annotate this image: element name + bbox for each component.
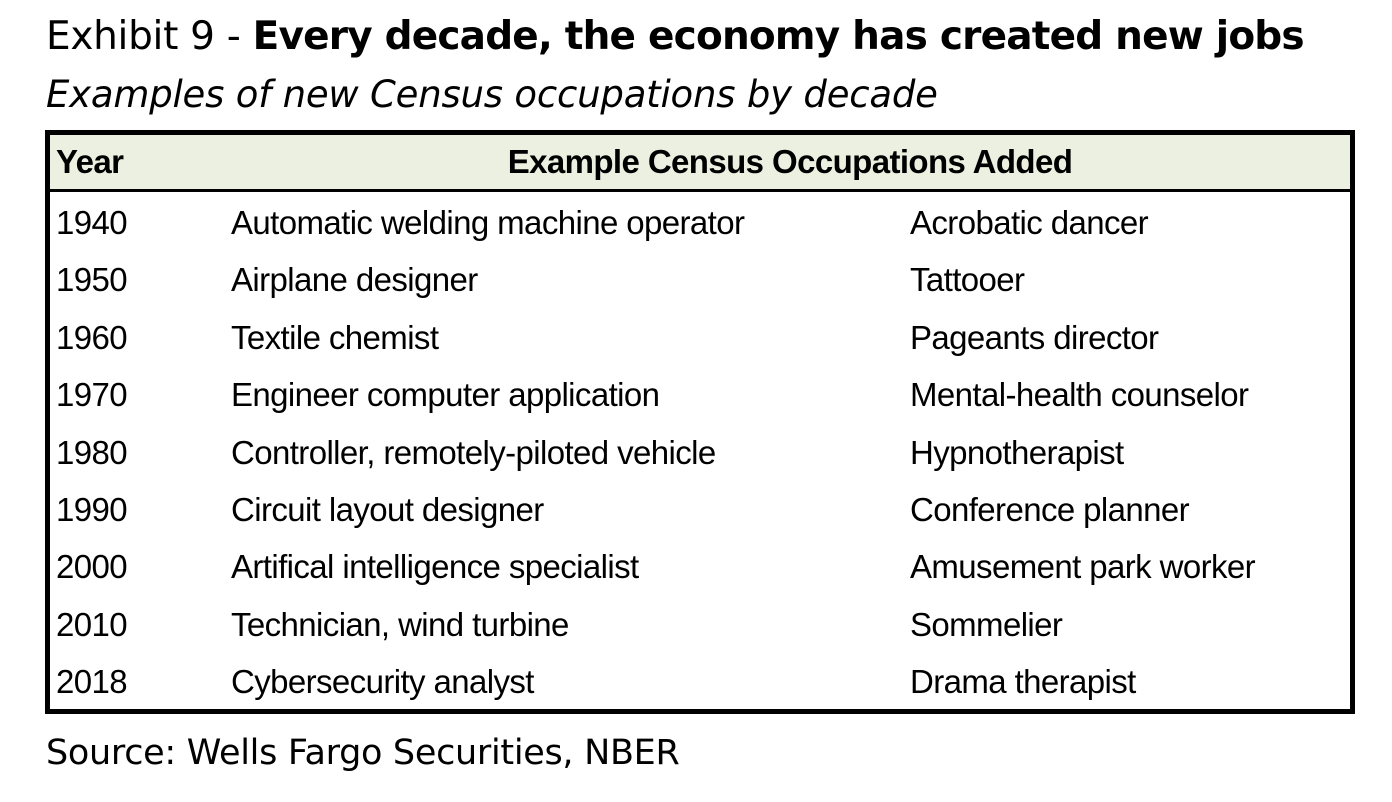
cell-occupation-b: Hypnotherapist [910,433,1124,471]
table-row [50,481,1350,538]
cell-occupation-b: Amusement park worker [910,548,1256,586]
header-year: Year [56,143,124,180]
table-row [50,366,1350,423]
cell-occupation-a: Controller, remotely-piloted vehicle [231,433,716,471]
cell-year: 2000 [56,548,128,586]
table-row [50,653,1350,710]
cell-year: 2010 [56,605,128,643]
table-row [50,309,1350,366]
cell-occupation-a: Cybersecurity analyst [231,663,534,701]
cell-occupation-a: Artifical intelligence specialist [231,548,639,586]
cell-occupation-a: Airplane designer [231,261,478,299]
cell-year: 1980 [56,433,128,471]
table-row [50,596,1350,653]
cell-occupation-a: Textile chemist [231,318,439,356]
cell-occupation-b: Acrobatic dancer [910,204,1149,241]
cell-year: 1940 [56,204,128,241]
table-row [50,194,1350,251]
table-body [50,194,1350,711]
table-row [50,538,1350,595]
cell-year: 1950 [56,261,128,299]
cell-year: 1990 [56,490,128,528]
source-note: Source: Wells Fargo Securities, NBER [46,733,680,773]
cell-year: 1960 [56,318,128,356]
title-headline: Every decade, the economy has created new jobs [252,14,1304,59]
cell-occupation-b: Sommelier [910,605,1063,643]
cell-occupation-a: Technician, wind turbine [231,605,569,643]
cell-year: 1970 [56,376,128,414]
cell-year: 2018 [56,663,128,701]
occupations-table [45,130,1355,714]
exhibit-title [46,12,1304,62]
cell-occupation-a: Engineer computer application [231,376,660,414]
cell-occupation-b: Drama therapist [910,663,1136,701]
header-occupations: Example Census Occupations Added [507,143,1073,180]
title-prefix: Exhibit 9 - [46,14,253,59]
table-header [50,135,1350,192]
cell-occupation-a: Automatic welding machine operator [231,204,745,241]
cell-occupation-b: Tattooer [910,261,1025,299]
cell-occupation-b: Pageants director [910,318,1159,356]
cell-occupation-b: Conference planner [910,490,1190,528]
cell-occupation-a: Circuit layout designer [231,490,544,528]
table-row [50,251,1350,308]
exhibit-subtitle: Examples of new Census occupations by decade [46,73,938,116]
cell-occupation-b: Mental-health counselor [910,376,1249,414]
table-row [50,424,1350,481]
